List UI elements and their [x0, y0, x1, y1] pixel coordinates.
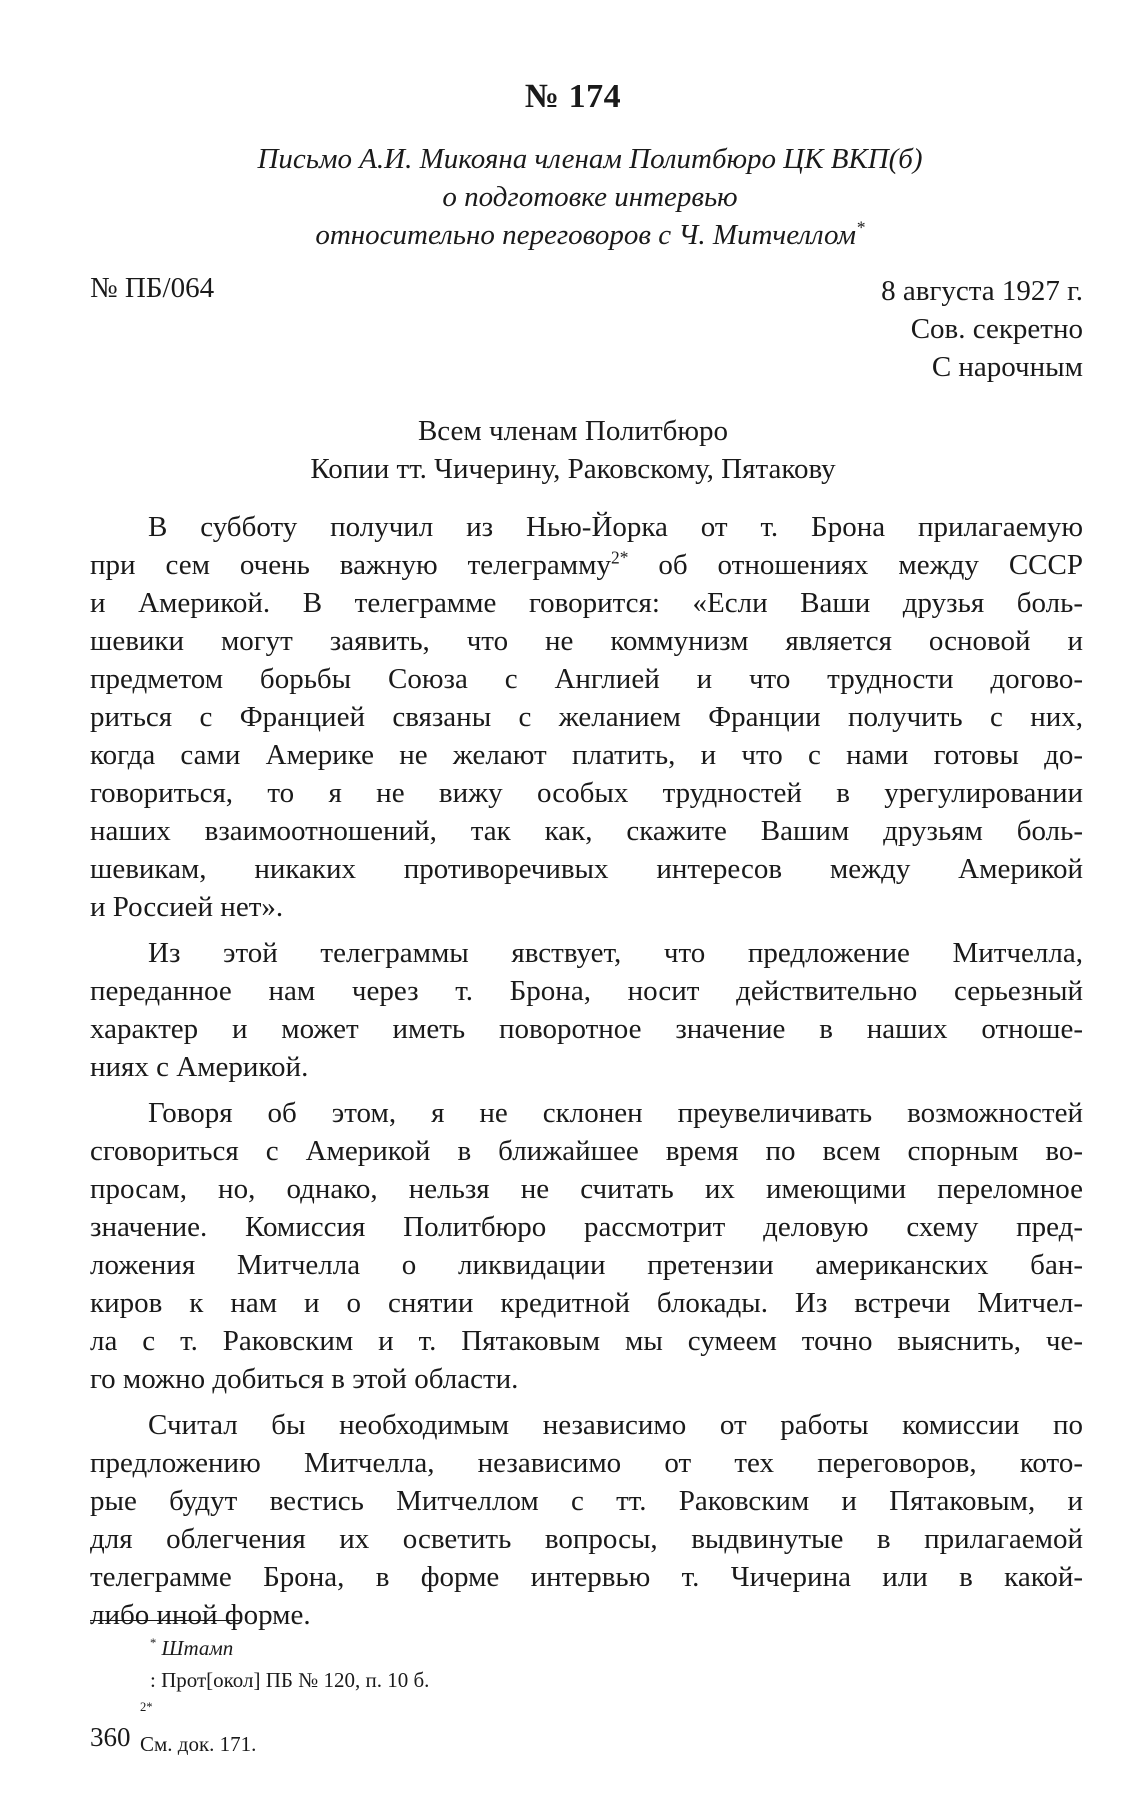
body-line: просам, но, однако, нельзя не считать их имеющими переломное	[90, 1173, 1083, 1205]
body-line: телеграмме Брона, в форме интервью т. Чичерина или в какой-	[90, 1561, 1083, 1593]
footnote-1: * Штамп : Прот[окол] ПБ № 120, п. 10 б.	[150, 1636, 430, 1692]
body-line: значение. Комиссия Политбюро рассмотрит деловую схему пред-	[90, 1211, 1083, 1243]
title-line-1: Письмо А.И. Микояна членам Политбюро ЦК ВКП(б)	[257, 143, 923, 175]
body-line: переданное нам через т. Брона, носит действительно серьезный	[90, 975, 1083, 1007]
body-line: для облегчения их осветить вопросы, выдвинутые в прилагаемой	[90, 1523, 1083, 1555]
title-line-3: относительно переговоров с Ч. Митчеллом*	[315, 217, 865, 251]
body-line: наших взаимоотношений, так как, скажите Вашим друзьям боль-	[90, 815, 1083, 847]
body-line: предметом борьбы Союза с Англией и что трудности догово-	[90, 663, 1083, 695]
body-line: шевикам, никаких противоречивых интересов между Америкой	[90, 853, 1083, 885]
title-line-2: о подготовке интервью	[442, 181, 738, 213]
body-line: рые будут вестись Митчеллом с тт. Раковским и Пятаковым, и	[90, 1485, 1083, 1517]
body-line: предложению Митчелла, независимо от тех переговоров, кото-	[90, 1447, 1083, 1479]
body-line: Говоря об этом, я не склонен преувеличивать возможностей	[148, 1097, 1083, 1129]
document-meta	[881, 272, 1083, 386]
page-number: 360	[90, 1722, 131, 1752]
body-line: когда сами Америке не желают платить, и что с нами готовы до-	[90, 739, 1083, 771]
addressee-line: Всем членам Политбюро	[417, 415, 729, 447]
body-line: либо иной форме.	[90, 1599, 311, 1631]
body-line: и Америкой. В телеграмме говорится: «Если Ваши друзья боль-	[90, 587, 1083, 619]
body-line: риться с Францией связаны с желанием Франции получить с них,	[90, 701, 1083, 733]
body-line: Считал бы необходимым независимо от работы комиссии по	[148, 1409, 1083, 1441]
document-number: № 174	[524, 78, 622, 115]
document-title	[90, 140, 1090, 254]
letter-body	[90, 508, 1083, 1634]
body-line: шевики могут заявить, что не коммунизм является основой и	[90, 625, 1083, 657]
body-line: го можно добиться в этой области.	[90, 1363, 519, 1395]
footnote-divider	[90, 1620, 240, 1621]
classification-mark: Сов. секретно	[910, 313, 1083, 345]
addressees	[0, 412, 1146, 488]
title-footnote-mark: *	[855, 217, 865, 238]
body-line: ла с т. Раковским и т. Пятаковым мы сумеем точно выяснить, че-	[90, 1325, 1083, 1357]
body-line: В субботу получил из Нью-Йорка от т. Брона прилагаемую	[148, 511, 1083, 543]
footnote-ref: 2*	[611, 547, 629, 568]
delivery-mark: С нарочным	[931, 351, 1083, 383]
footnotes	[140, 1632, 430, 1760]
body-line: киров к нам и о снятии кредитной блокады. Из встречи Митчел-	[90, 1287, 1083, 1319]
body-line: ниях с Америкой.	[90, 1051, 309, 1083]
registration-number: № ПБ/064	[90, 272, 215, 304]
body-line: и Россией нет».	[90, 891, 284, 923]
body-line: сговориться с Америкой в ближайшее время по всем спорным во-	[90, 1135, 1083, 1167]
copies-line: Копии тт. Чичерину, Раковскому, Пятакову	[310, 453, 836, 485]
body-line: при сем очень важную телеграмму$^{2*}$ об отношениях между СССР	[90, 547, 1083, 581]
body-line: Из этой телеграммы явствует, что предложение Митчелла,	[148, 937, 1083, 969]
body-line: характер и может иметь поворотное значение в наших отноше-	[90, 1013, 1083, 1045]
body-line: ложения Митчелла о ликвидации претензии американских бан-	[90, 1249, 1083, 1281]
document-date: 8 августа 1927 г.	[881, 275, 1083, 307]
footnote-2: $^{2*}$ См. док. 171.	[140, 1700, 257, 1756]
body-line: говориться, то я не вижу особых трудностей в урегулировании	[90, 777, 1083, 809]
